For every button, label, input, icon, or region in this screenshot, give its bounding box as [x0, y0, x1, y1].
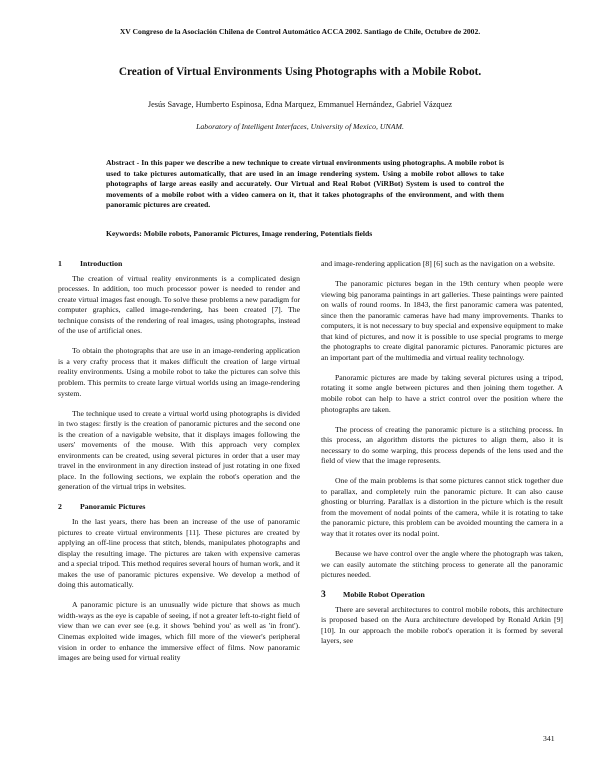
section-title: Panoramic Pictures — [80, 502, 146, 512]
section-number: 1 — [58, 259, 62, 268]
section-title: Introduction — [80, 259, 123, 268]
paragraph: The creation of virtual reality environments is a complicated design processes. In addition, too much processor power is needed to render and create virtual images fast enough. To solve these problems a new paradigm for computer graphics, called image-rendering, has been created [7]. The technique consists of the rendering of real images, using photographs, instead of the use of artificial ones. — [58, 273, 300, 336]
paragraph: A panoramic picture is an unusually wide picture that shows as much width-ways as the eye is capable of seeing, if not a greater left-to-right field of view than we can ever see (e.g. it shows 'behind you' as well as 'in front'). Cinemas exploited wide images, which fill more of the viewer's peripheral vision in order to enhance the immersive effect of films. Now panoramic images are being used for virtual reality — [58, 600, 300, 663]
paragraph: The technique used to create a virtual world using photographs is divided in two stages: firstly is the creation of panoramic pictures and the second one is the creation of a navigable website, that it displays images following the users' movements of the mouse. With this approach very complex environments can be created, using several pictures in order that a user may travel in the environment in any direction instead of just rotating in one fixed place. In the following sections, we explain the robot's operation and the generation of the virtual trips in websites. — [58, 408, 300, 492]
paragraph: The process of creating the panoramic picture is a stitching process. In this process, an algorithm distorts the pictures to align them, also it is necessary to do some warping, this process depends of the lens used and the field of view that the image represents. — [321, 424, 563, 466]
paper-title: Creation of Virtual Environments Using Photographs with a Mobile Robot. — [118, 66, 482, 78]
paragraph-continued: and image-rendering application [8] [6] such as the navigation on a website. — [321, 259, 555, 268]
section-heading-panoramic-pictures — [58, 502, 300, 513]
author-list: Jesús Savage, Humberto Espinosa, Edna Marquez, Emmanuel Hernández, Gabriel Vázquez — [147, 100, 453, 109]
keywords: Keywords: Mobile robots, Panoramic Pictures, Image rendering, Potentials fields — [106, 229, 373, 238]
conference-header: XV Congreso de la Asociación Chilena de Control Automático ACCA 2002. Santiago de Chile, Octubre de 2002. — [119, 27, 481, 36]
left-column — [58, 259, 300, 729]
paragraph: To obtain the photographs that are use in an image-rendering application is a very crafty process that it makes difficult the creation of large virtual reality environments. Using a mobile robot to take the pictures can solve this problem. This permits to create large virtual worlds using an image-rendering system. — [58, 346, 300, 398]
section-number: 3 — [321, 590, 326, 601]
paragraph: The panoramic pictures began in the 19th century when people were viewing big panorama paintings in art galleries. These paintings were painted on walls of round rooms. In 1843, the first panoramic camera was patented, since then the panoramic cameras have had many improvements. Thanks to computers, it is not necessary to buy special and expensive equipment to make that kind of pictures, and now it is possible to use special programs to merge the photographs to create digital panoramic pictures. Panoramic pictures are an important part of the multimedia and virtual reality technology. — [321, 279, 563, 362]
paragraph: One of the main problems is that some pictures cannot stick together due to parallax, and completely ruin the panoramic picture. It can also cause ghosting or blurring. Parallax is a distortion in the picture which is the result from the movement of nodal points of the camera, while it is rotating to take the panoramic picture, this problem can be avoided mounting the camera in a way that it rotates over its nodal point. — [321, 476, 563, 539]
section-heading-mobile-robot-operation — [321, 590, 563, 601]
paragraph: There are several architectures to control mobile robots, this architecture is proposed based on the Aura architecture developed by Ronald Arkin [9] [10]. In our approach the mobile robot's operation it is formed by several layers, see — [321, 604, 563, 646]
section-title: Mobile Robot Operation — [343, 590, 425, 600]
abstract: Abstract - In this paper we describe a new technique to create virtual environments using photographs. A mobile robot is used to take pictures automatically, that are used in an image rendering system. Using a mobile robot allows to take photographs of large areas easily and accurately. Our Virtual and Real Robot (ViRBot) System is used to control the movements of a mobile robot with a video camera on it, that it takes photographs of the environment, and with them panoramic pictures are created. — [106, 158, 504, 210]
right-column — [321, 259, 563, 729]
section-number: 2 — [58, 502, 62, 512]
section-heading-introduction — [58, 259, 300, 270]
paragraph: Because we have control over the angle where the photograph was taken, we can easily automate the stitching process to generate all the panoramic pictures needed. — [321, 549, 563, 580]
paragraph: In the last years, there has been an increase of the use of panoramic pictures to create virtual environments [11]. These pictures are created by applying an off-line process that stitch, blends, manipulates photographs and display the resulting image. The pictures are taken with expensive cameras and a special tripod. This method requires several hours of human work, and it makes the use of panoramic pictures expensive. We develop a method of doing this automatically. — [58, 516, 300, 590]
paragraph: Panoramic pictures are made by taking several pictures using a tripod, rotating it some angle between pictures and then joining them together. A mobile robot can help to have a strict control over the position where the photographs are taken. — [321, 372, 563, 414]
page-number: 341 — [543, 734, 555, 743]
affiliation: Laboratory of Intelligent Interfaces, University of Mexico, UNAM. — [196, 122, 404, 131]
